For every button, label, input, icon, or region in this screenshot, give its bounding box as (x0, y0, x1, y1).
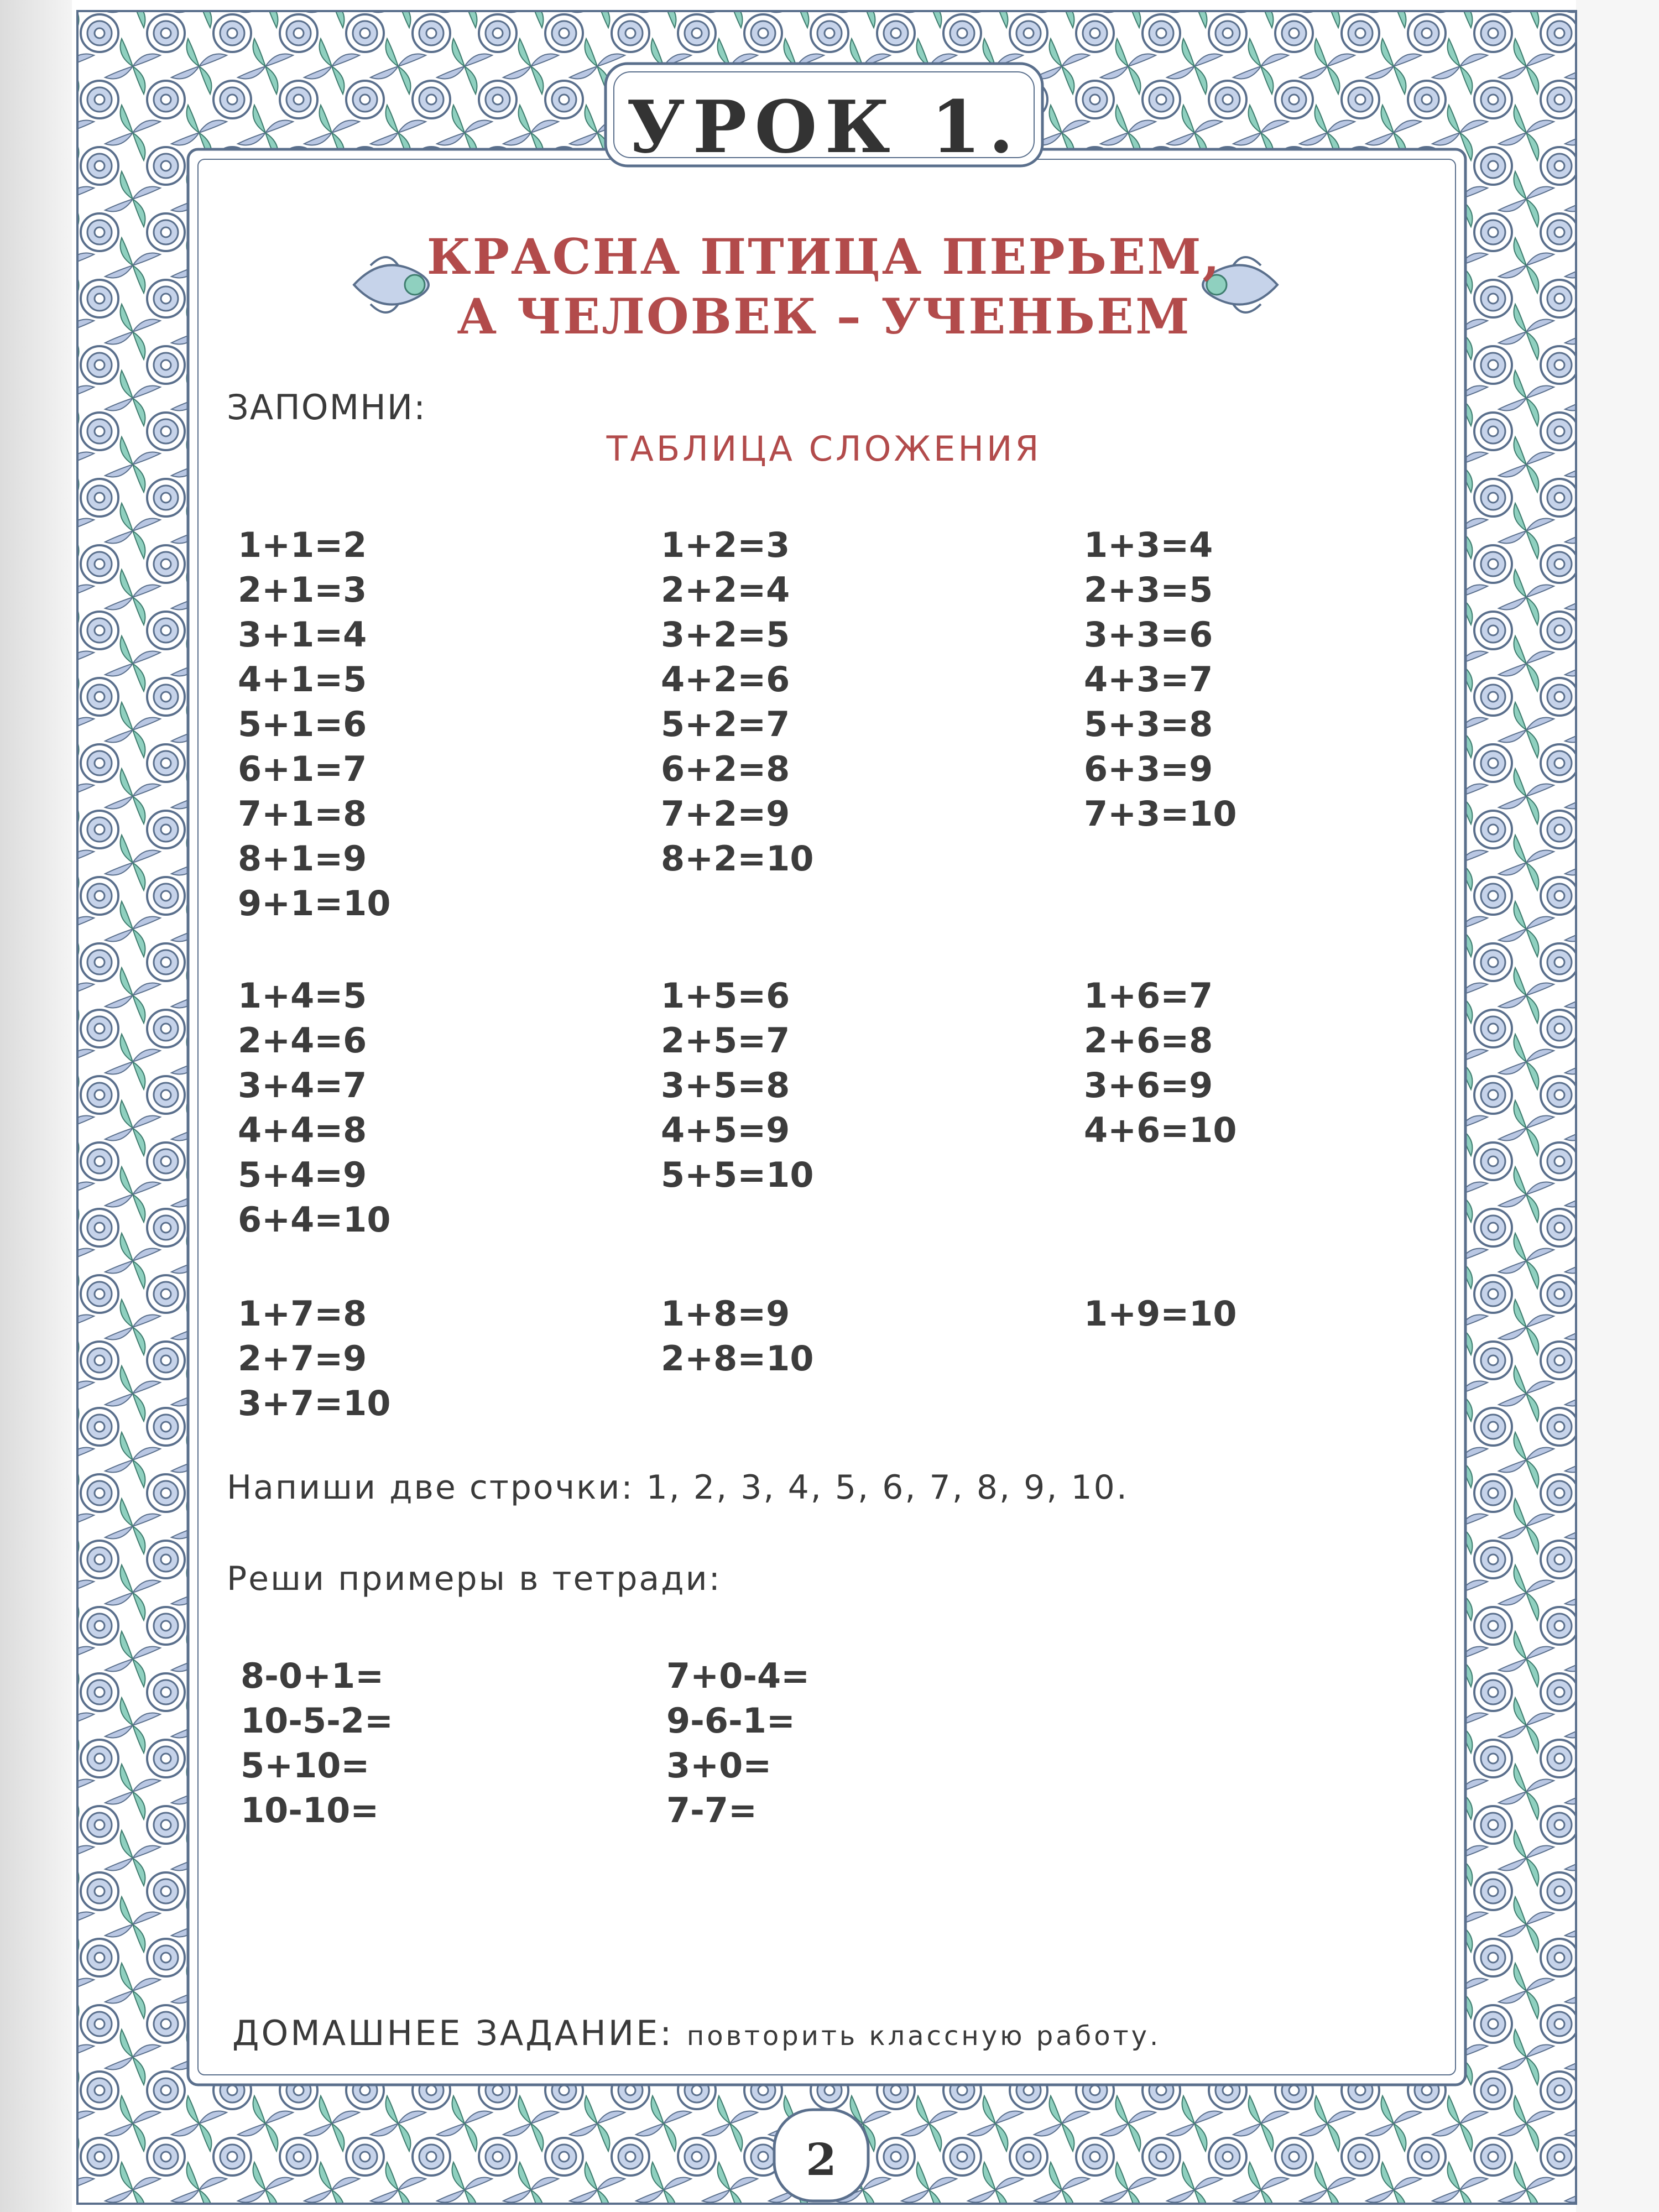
equation: 4+4=8 (238, 1110, 367, 1150)
exercise-column-2 (666, 1653, 810, 1833)
exercise: 3+0= (666, 1745, 772, 1786)
addition-column-4 (238, 973, 390, 1242)
equation: 4+1=5 (238, 659, 367, 700)
equation: 4+3=7 (1084, 659, 1213, 700)
addition-column-9 (1084, 1291, 1237, 1336)
equation: 1+4=5 (238, 975, 367, 1016)
equation: 8+1=9 (238, 838, 367, 879)
equation: 1+3=4 (1084, 525, 1213, 565)
equation: 2+7=9 (238, 1338, 367, 1379)
equation: 2+4=6 (238, 1020, 367, 1061)
equation: 1+5=6 (661, 975, 790, 1016)
equation: 2+1=3 (238, 570, 367, 610)
homework (232, 2013, 1161, 2053)
task-write-lines: Напиши две строчки: 1, 2, 3, 4, 5, 6, 7, 8, 9, 10. (227, 1468, 1129, 1507)
equation: 6+2=8 (661, 749, 790, 789)
equation: 3+1=4 (238, 614, 367, 655)
exercise: 5+10= (241, 1745, 370, 1786)
equation: 5+1=6 (238, 704, 367, 744)
addition-column-1 (238, 523, 390, 926)
equation: 3+7=10 (238, 1383, 391, 1423)
exercise: 10-10= (241, 1790, 379, 1830)
exercise-column-1 (241, 1653, 393, 1833)
addition-column-5 (661, 973, 813, 1197)
equation: 5+4=9 (238, 1155, 367, 1195)
equation: 4+2=6 (661, 659, 790, 700)
equation: 3+5=8 (661, 1065, 790, 1105)
equation: 1+6=7 (1084, 975, 1213, 1016)
task-solve-label: Реши примеры в тетради: (227, 1559, 722, 1598)
equation: 1+1=2 (238, 525, 367, 565)
equation: 2+2=4 (661, 570, 790, 610)
equation: 6+3=9 (1084, 749, 1213, 789)
addition-column-8 (661, 1291, 813, 1381)
equation: 6+4=10 (238, 1199, 391, 1240)
equation: 1+8=9 (661, 1293, 790, 1334)
equation: 3+2=5 (661, 614, 790, 655)
proverb (182, 227, 1465, 346)
equation: 5+5=10 (661, 1155, 814, 1195)
equation: 1+9=10 (1084, 1293, 1237, 1334)
lesson-title: УРОК 1. (627, 85, 1021, 169)
proverb-line-2: А ЧЕЛОВЕК – УЧЕНЬЕМ (457, 288, 1191, 345)
homework-text: повторить классную работу. (686, 2021, 1161, 2052)
equation: 4+6=10 (1084, 1110, 1237, 1150)
equation: 9+1=10 (238, 883, 391, 924)
addition-column-7 (238, 1291, 390, 1426)
equation: 8+2=10 (661, 838, 814, 879)
page-number: 2 (806, 2133, 837, 2185)
proverb-line-1: КРАСНА ПТИЦА ПЕРЬЕМ, (426, 228, 1222, 285)
exercise: 10-5-2= (241, 1700, 393, 1741)
exercise: 7+0-4= (666, 1656, 810, 1696)
equation: 2+6=8 (1084, 1020, 1213, 1061)
homework-label: ДОМАШНЕЕ ЗАДАНИЕ: (232, 2013, 674, 2053)
equation: 3+6=9 (1084, 1065, 1213, 1105)
equation: 3+3=6 (1084, 614, 1213, 655)
exercise: 7-7= (666, 1790, 757, 1830)
exercise: 8-0+1= (241, 1656, 384, 1696)
equation: 5+2=7 (661, 704, 790, 744)
equation: 1+7=8 (238, 1293, 367, 1334)
equation: 3+4=7 (238, 1065, 367, 1105)
equation: 2+8=10 (661, 1338, 814, 1379)
addition-column-2 (661, 523, 813, 881)
addition-column-3 (1084, 523, 1237, 836)
remember-label: ЗАПОМНИ: (227, 387, 426, 427)
equation: 7+3=10 (1084, 794, 1237, 834)
equation: 7+2=9 (661, 794, 790, 834)
equation: 4+5=9 (661, 1110, 790, 1150)
addition-column-6 (1084, 973, 1237, 1152)
equation: 7+1=8 (238, 794, 367, 834)
equation: 5+3=8 (1084, 704, 1213, 744)
equation: 2+5=7 (661, 1020, 790, 1061)
equation: 1+2=3 (661, 525, 790, 565)
exercise: 9-6-1= (666, 1700, 795, 1741)
addition-table-title: ТАБЛИЦА СЛОЖЕНИЯ (606, 429, 1042, 469)
equation: 2+3=5 (1084, 570, 1213, 610)
equation: 6+1=7 (238, 749, 367, 789)
